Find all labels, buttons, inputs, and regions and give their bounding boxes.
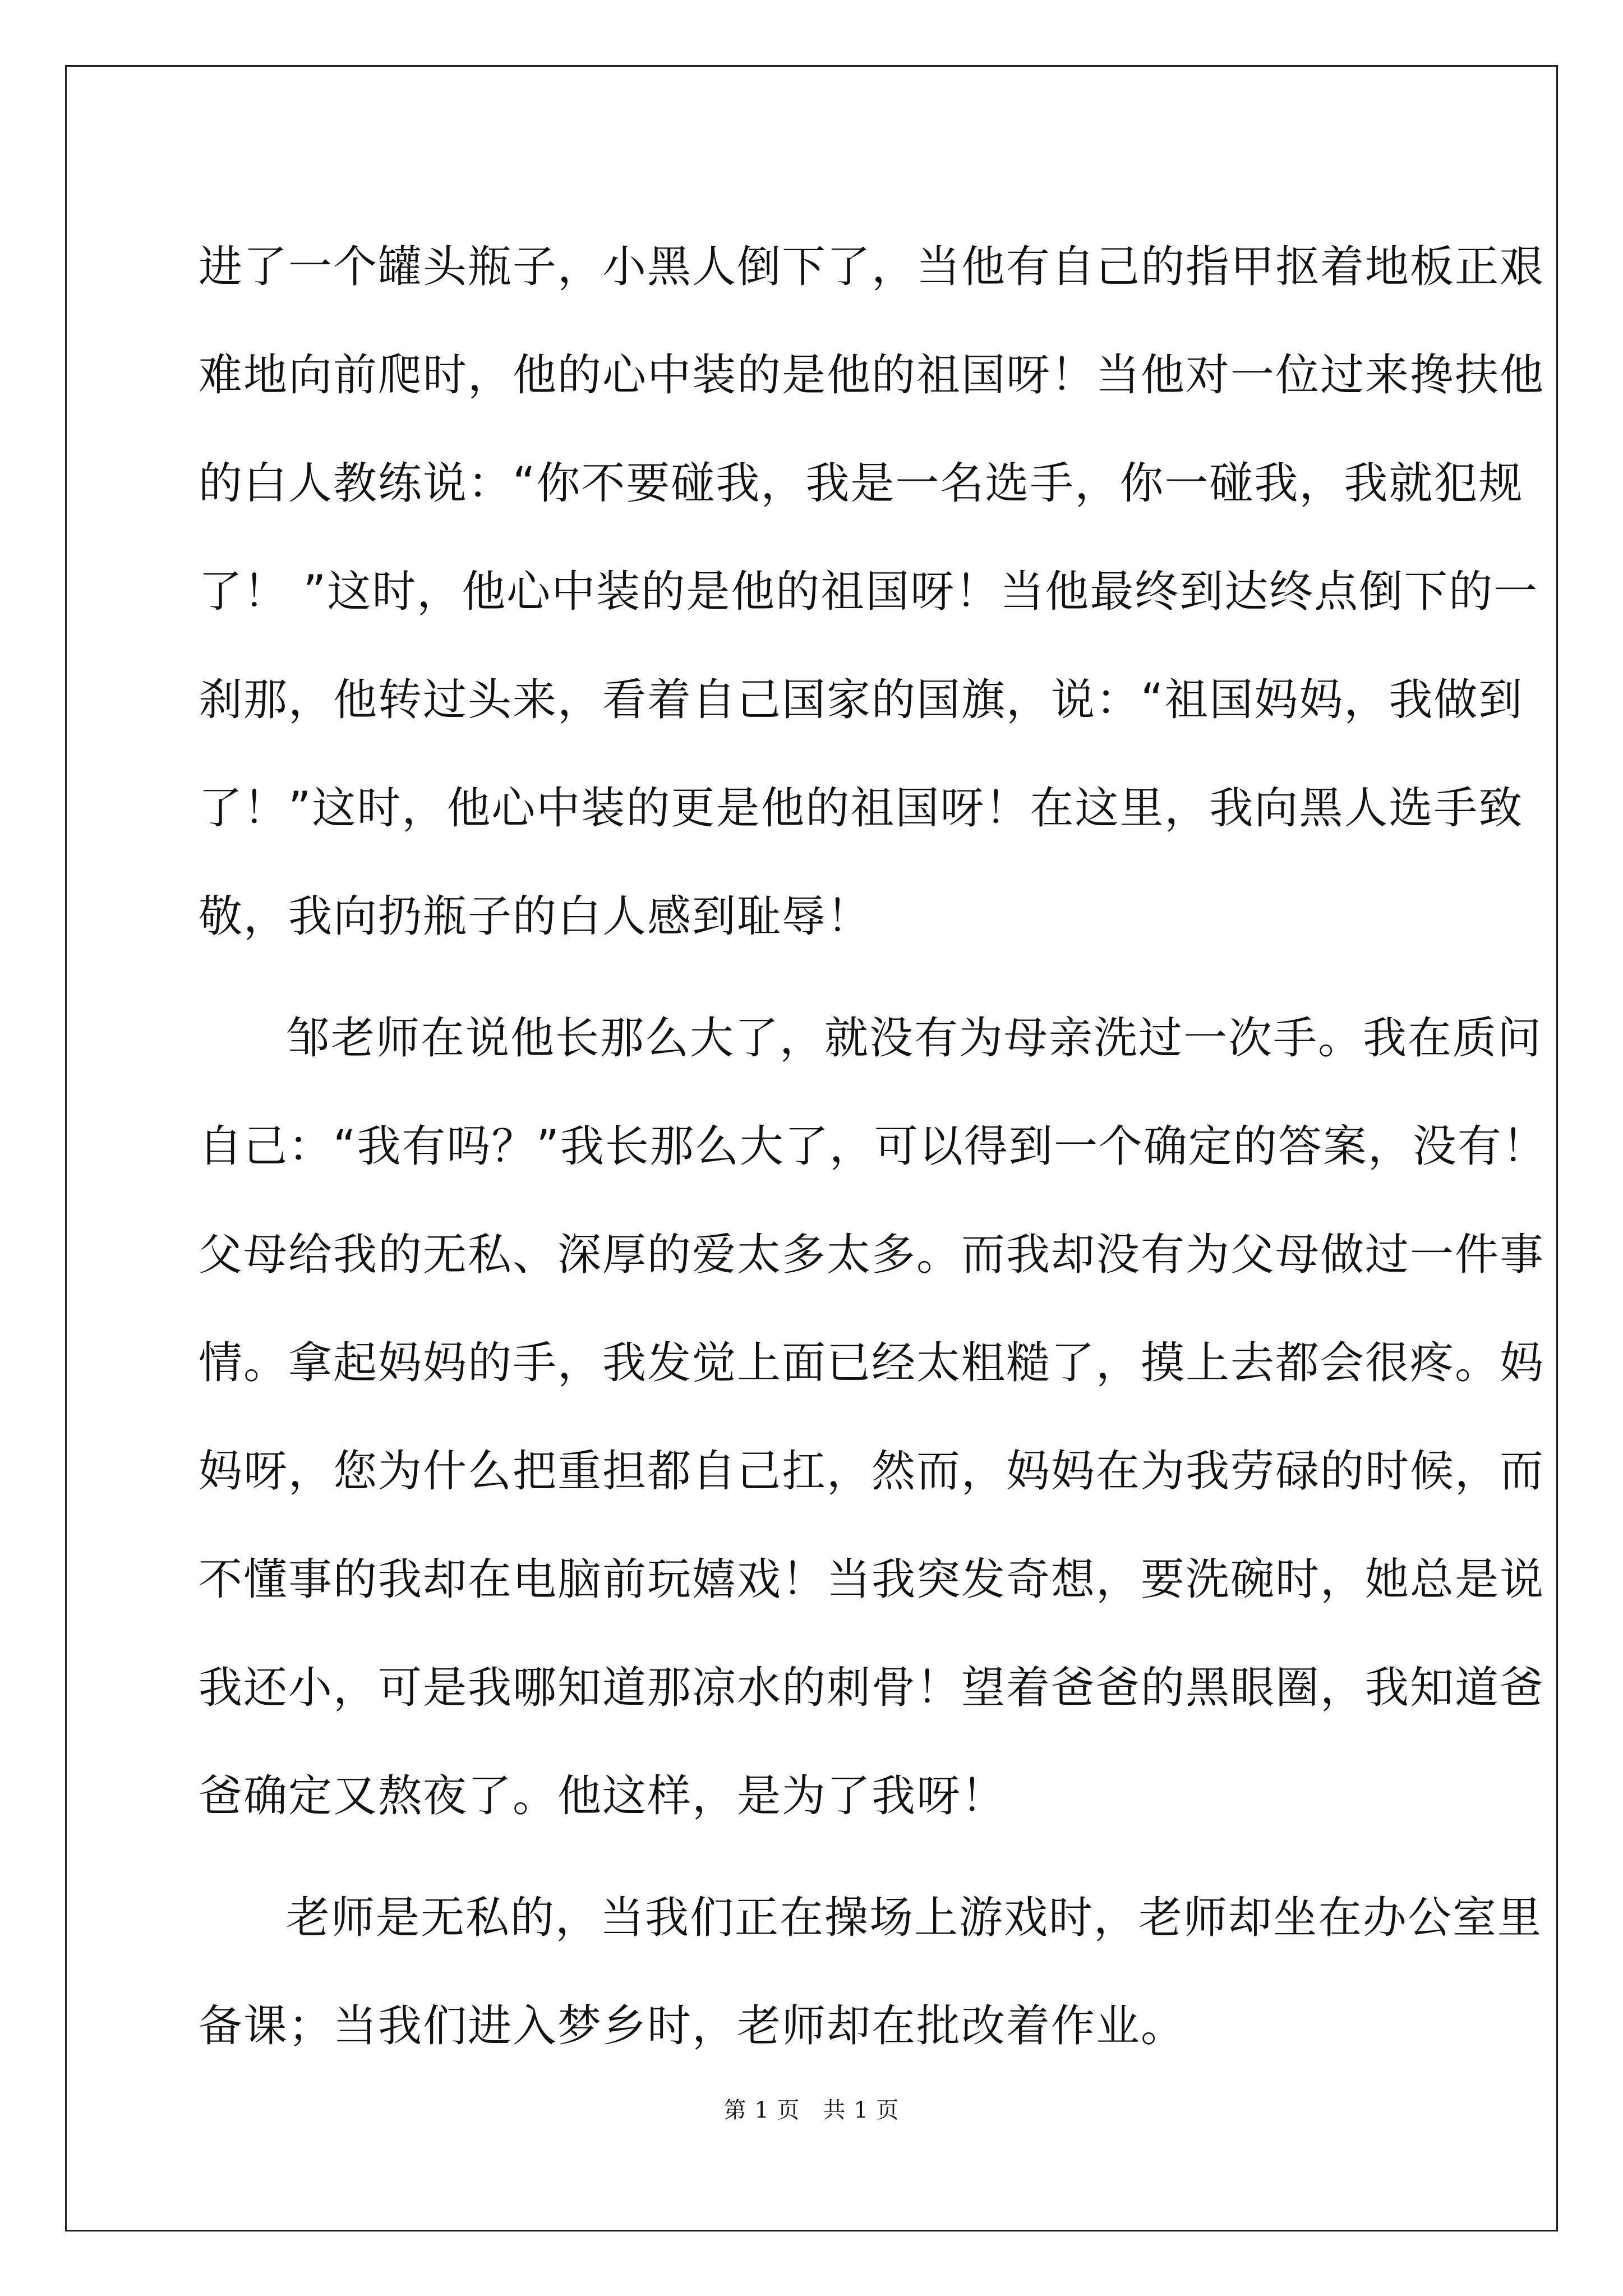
document-body bbox=[199, 213, 1547, 2081]
text-line: 的白人教练说：“你不要碰我，我是一名选手，你一碰我，我就犯规 bbox=[199, 458, 1524, 509]
text-line: 爸确定又熬夜了。他这样，是为了我呀！ bbox=[199, 1771, 1007, 1821]
paragraph-1 bbox=[199, 213, 1545, 971]
text-line: 老师是无私的，当我们正在操场上游戏时，老师却坐在办公室里 bbox=[286, 1893, 1543, 1943]
page-number-footer: 第 1 页 共 1 页 bbox=[723, 2097, 900, 2123]
text-line: 不懂事的我却在电脑前玩嬉戏！当我突发奇想，要洗碗时，她总是说 bbox=[199, 1554, 1545, 1605]
text-line: 自己：“我有吗？”我长那么大了，可以得到一个确定的答案，没有！ bbox=[199, 1121, 1547, 1172]
text-line: 邹老师在说他长那么大了，就没有为母亲洗过一次手。我在质问 bbox=[286, 1013, 1543, 1064]
text-line: 敬，我向扔瓶子的白人感到耻辱！ bbox=[199, 891, 872, 942]
text-line: 了！ ”这时，他心中装的是他的祖国呀！当他最终到达终点倒下的一 bbox=[199, 567, 1539, 617]
text-line: 我还小，可是我哪知道那凉水的刺骨！望着爸爸的黑眼圈，我知道爸 bbox=[199, 1663, 1545, 1713]
text-line: 了！”这时，他心中装的更是他的祖国呀！在这里，我向黑人选手致 bbox=[199, 783, 1524, 834]
text-line: 备课；当我们进入梦乡时，老师却在批改着作业。 bbox=[199, 2001, 1186, 2051]
paragraph-3 bbox=[199, 1864, 1543, 2081]
text-line: 妈呀，您为什么把重担都自己扛，然而，妈妈在为我劳碌的时候，而 bbox=[199, 1446, 1545, 1497]
paragraph-2 bbox=[199, 984, 1547, 1851]
text-line: 进了一个罐头瓶子，小黑人倒下了，当他有自己的指甲抠着地板正艰 bbox=[199, 242, 1545, 292]
text-line: 难地向前爬时，他的心中装的是他的祖国呀！当他对一位过来搀扶他 bbox=[199, 350, 1545, 401]
text-line: 情。拿起妈妈的手，我发觉上面已经太粗糙了，摸上去都会很疼。妈 bbox=[199, 1338, 1545, 1388]
text-line: 刹那，他转过头来，看着自己国家的国旗，说：“祖国妈妈，我做到 bbox=[199, 675, 1524, 725]
text-line: 父母给我的无私、深厚的爱太多太多。而我却没有为父母做过一件事 bbox=[199, 1230, 1545, 1280]
